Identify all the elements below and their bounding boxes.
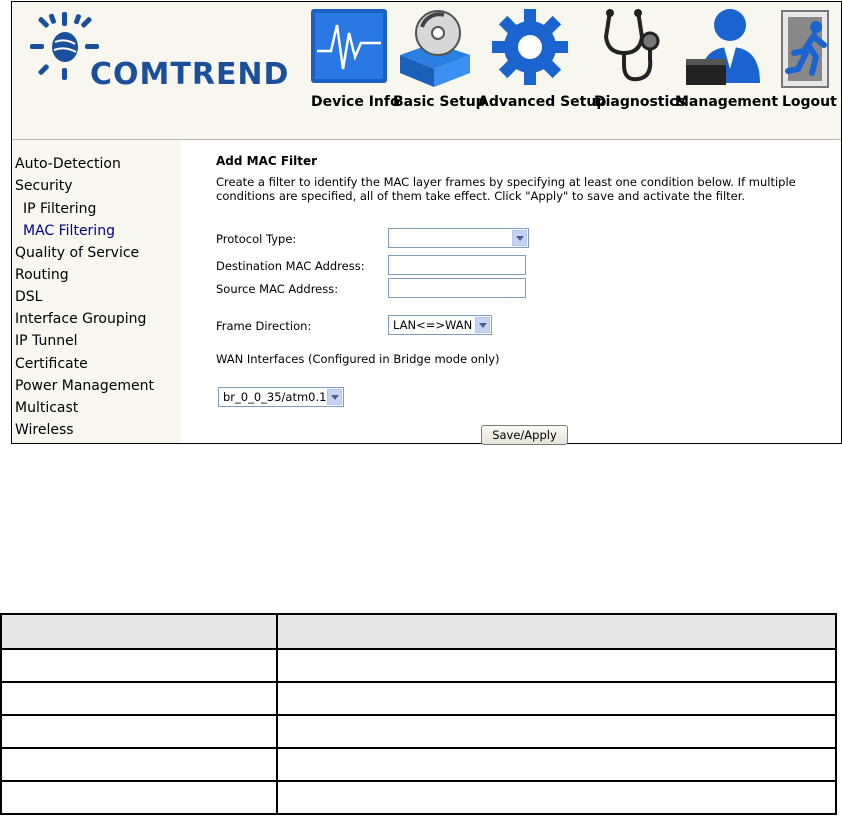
table-row bbox=[1, 748, 836, 781]
wan-interfaces-label: WAN Interfaces (Configured in Bridge mode only) bbox=[216, 352, 500, 366]
sidebar-item-ip-tunnel[interactable]: IP Tunnel bbox=[15, 333, 78, 349]
nav-basic-setup[interactable]: Basic Setup bbox=[393, 94, 486, 110]
sidebar-item-interface-grouping[interactable]: Interface Grouping bbox=[15, 311, 147, 327]
advanced-setup-icon[interactable] bbox=[490, 7, 570, 89]
table-cell bbox=[277, 781, 836, 814]
nav-management[interactable]: Management bbox=[675, 94, 779, 110]
sidebar-item-dsl[interactable]: DSL bbox=[15, 289, 43, 305]
chevron-down-icon[interactable] bbox=[475, 317, 490, 333]
sidebar-menu bbox=[12, 140, 181, 443]
chevron-down-icon[interactable] bbox=[327, 389, 342, 405]
table-row bbox=[1, 649, 836, 682]
sidebar-item-wireless[interactable]: Wireless bbox=[15, 422, 74, 438]
sidebar-item-ip-filtering[interactable]: IP Filtering bbox=[23, 201, 97, 217]
page-title: Add MAC Filter bbox=[216, 154, 318, 168]
table-header-cell bbox=[1, 614, 277, 649]
table-cell bbox=[1, 715, 277, 748]
chevron-down-icon[interactable] bbox=[512, 230, 527, 246]
device-info-icon[interactable] bbox=[309, 7, 389, 89]
nav-logout[interactable]: Logout bbox=[782, 94, 837, 110]
sidebar-item-power-management[interactable]: Power Management bbox=[15, 378, 155, 394]
sidebar-item-auto-detection[interactable]: Auto-Detection bbox=[15, 156, 121, 172]
diagnostics-icon[interactable] bbox=[596, 7, 661, 89]
sidebar-item-mac-filtering[interactable]: MAC Filtering bbox=[23, 223, 115, 239]
nav-advanced-setup[interactable]: Advanced Setup bbox=[478, 94, 607, 110]
table-row bbox=[1, 781, 836, 814]
basic-setup-icon[interactable] bbox=[392, 7, 477, 89]
table-header-cell bbox=[277, 614, 836, 649]
sidebar-item-multicast[interactable]: Multicast bbox=[15, 400, 79, 416]
sidebar-item-certificate[interactable]: Certificate bbox=[15, 356, 88, 372]
router-web-ui bbox=[11, 1, 842, 444]
nav-diagnostics[interactable]: Diagnostics bbox=[594, 94, 686, 110]
table-row bbox=[1, 715, 836, 748]
table-cell bbox=[277, 682, 836, 715]
wan-interface-value: br_0_0_35/atm0.1 bbox=[223, 390, 327, 404]
settings-table bbox=[0, 613, 837, 815]
management-icon[interactable] bbox=[684, 7, 764, 89]
destination-mac-input[interactable] bbox=[388, 255, 526, 275]
frame-direction-label: Frame Direction: bbox=[216, 319, 312, 333]
sidebar-item-routing[interactable]: Routing bbox=[15, 267, 69, 283]
table-cell bbox=[1, 649, 277, 682]
sidebar-item-quality-of-service[interactable]: Quality of Service bbox=[15, 245, 140, 261]
destination-mac-label: Destination MAC Address: bbox=[216, 259, 365, 273]
page-description: Create a filter to identify the MAC layer frames by specifying at least one condition below. If multiple conditions are specified, all of them take effect. Click "Apply" to save and activate the filter. bbox=[216, 175, 796, 203]
table-cell bbox=[1, 781, 277, 814]
brand-name: COMTREND bbox=[90, 57, 290, 92]
sidebar-item-security[interactable]: Security bbox=[15, 178, 73, 194]
table-cell bbox=[277, 715, 836, 748]
table-row bbox=[1, 682, 836, 715]
save-apply-button[interactable]: Save/Apply bbox=[481, 425, 568, 445]
table-header-row bbox=[1, 614, 836, 649]
nav-device-info[interactable]: Device Info bbox=[311, 94, 400, 110]
source-mac-input[interactable] bbox=[388, 278, 526, 298]
wan-interface-select[interactable] bbox=[218, 387, 344, 407]
header-banner bbox=[12, 2, 841, 140]
protocol-type-select[interactable] bbox=[388, 228, 529, 248]
table-cell bbox=[1, 748, 277, 781]
source-mac-label: Source MAC Address: bbox=[216, 282, 339, 296]
main-content bbox=[181, 140, 841, 443]
frame-direction-value: LAN<=>WAN bbox=[393, 318, 473, 332]
table-cell bbox=[277, 649, 836, 682]
table-cell bbox=[1, 682, 277, 715]
protocol-type-label: Protocol Type: bbox=[216, 232, 297, 246]
table-cell bbox=[277, 748, 836, 781]
frame-direction-select[interactable] bbox=[388, 315, 492, 335]
logout-icon[interactable] bbox=[780, 7, 835, 89]
